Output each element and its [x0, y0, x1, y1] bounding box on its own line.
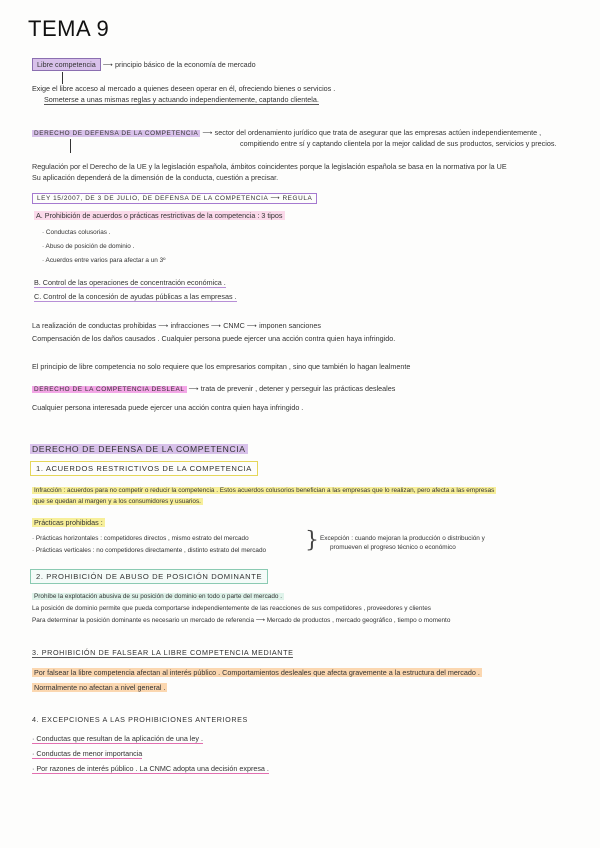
- list-item: · Prácticas verticales : no competidores directamente , distinto estrato del mercado: [32, 547, 267, 554]
- note-line: [32, 592, 284, 602]
- subsection-heading: [32, 648, 293, 658]
- subsection-heading-text: 4. EXCEPCIONES A LAS PROHIBICIONES ANTERIORES: [32, 715, 248, 724]
- note-line: Su aplicación dependerá de la dimensión de la conducta, cuestión a precisar.: [32, 173, 279, 182]
- definition-text: ⟶ sector del ordenamiento jurídico que trata de asegurar que las empresas actúen independientemente ,: [202, 128, 542, 137]
- note-line: [32, 384, 395, 395]
- subsection-heading-text: 2. PROHIBICIÓN DE ABUSO DE POSICIÓN DOMINANTE: [30, 569, 268, 584]
- subsection-heading: [30, 572, 268, 582]
- note-line: La posición de dominio permite que pueda comportarse independientemente de las reacciones de sus competidores , proveedores y clientes: [32, 605, 431, 612]
- page-title: TEMA 9: [28, 16, 110, 41]
- term-competencia-desleal: DERECHO DE LA COMPETENCIA DESLEAL: [34, 386, 185, 393]
- highlighted-text: A. Prohibición de acuerdos o prácticas restrictivas de la competencia : 3 tipos: [36, 211, 283, 220]
- note-line: [32, 486, 496, 496]
- note-line: [32, 518, 105, 528]
- list-item: [32, 734, 203, 744]
- brace-symbol: }: [305, 528, 319, 553]
- note-line: Compensación de los daños causados . Cualquier persona puede ejercer una acción contra quien haya infringido.: [32, 334, 396, 343]
- highlighted-text: Normalmente no afectan a nivel general .: [34, 683, 166, 692]
- subsection-heading: [30, 464, 258, 474]
- note-line: compitiendo entre sí y captando clientela por la mejor calidad de sus productos, servicios y precios.: [240, 139, 557, 148]
- list-item: · Acuerdos entre varios para afectar a un 3º: [42, 257, 166, 264]
- note-line: El principio de libre competencia no solo requiere que los empresarios compitan , sino que también lo hagan lealmente: [32, 362, 411, 371]
- note-line: [44, 95, 319, 105]
- definition-text: ⟶ principio básico de la economía de mercado: [102, 60, 256, 69]
- law-reference: LEY 15/2007, DE 3 DE JULIO, DE DEFENSA DE LA COMPETENCIA ⟶ REGULA: [32, 193, 317, 204]
- list-item: · Prácticas horizontales : competidores directos , mismo estrato del mercado: [32, 535, 249, 542]
- subsection-heading-text: 3. PROHIBICIÓN DE FALSEAR LA LIBRE COMPETENCIA MEDIANTE: [32, 648, 294, 657]
- note-line: [34, 292, 237, 302]
- note-line: Regulación por el Derecho de la UE y la legislación española, ámbitos coincidentes porque la legislación española se basa en la normativa por la UE: [32, 162, 507, 171]
- note-line: promueven el progreso técnico o económico: [330, 544, 456, 551]
- note-line: [32, 668, 482, 678]
- section-heading: [30, 444, 248, 454]
- note-line: La realización de conductas prohibidas ⟶ infracciones ⟶ CNMC ⟶ imponen sanciones: [32, 321, 322, 330]
- term-libre-competencia: Libre competencia: [32, 58, 101, 71]
- underlined-text: C. Control de la concesión de ayudas públicas a las empresas .: [34, 292, 237, 301]
- underlined-text: · Por razones de interés público . La CNMC adopta una decisión expresa .: [32, 764, 269, 773]
- highlighted-text: Infracción : acuerdos para no competir o reducir la competencia . Estos acuerdos colusorios benefician a las empresas que lo realizan, pero afecta a las empresas: [34, 487, 495, 494]
- section-heading-text: DERECHO DE DEFENSA DE LA COMPETENCIA: [32, 444, 246, 454]
- note-line: Exige el libre acceso al mercado a quienes deseen operar en él, ofreciendo bienes o servicios .: [32, 84, 336, 93]
- note-line: [32, 60, 256, 70]
- list-item: · Conductas colusorias .: [42, 229, 111, 236]
- definition-text: ⟶ trata de prevenir , detener y perseguir las prácticas desleales: [188, 384, 396, 393]
- subsection-heading-text: 1. ACUERDOS RESTRICTIVOS DE LA COMPETENCIA: [30, 461, 258, 476]
- term-defensa-competencia: DERECHO DE DEFENSA DE LA COMPETENCIA: [34, 130, 199, 137]
- highlighted-text: que se quedan al margen y a los consumidores y usuarios.: [34, 498, 201, 505]
- note-line: Excepción : cuando mejoran la producción o distribución y: [320, 535, 485, 542]
- note-line: [32, 497, 203, 507]
- subsection-heading: [32, 715, 248, 725]
- arrow-line: [70, 139, 71, 153]
- note-line: Cualquier persona interesada puede ejercer una acción contra quien haya infringido .: [32, 403, 304, 412]
- note-line: [32, 683, 167, 693]
- note-line: [34, 278, 226, 288]
- underlined-text: Someterse a unas mismas reglas y actuando independientemente, captando clientela.: [44, 95, 319, 104]
- highlighted-text: Prohíbe la explotación abusiva de su posición de dominio en todo o parte del mercado .: [34, 593, 282, 600]
- list-item: [32, 764, 269, 774]
- underlined-text: · Conductas que resultan de la aplicación de una ley .: [32, 734, 204, 743]
- highlighted-text: Prácticas prohibidas :: [34, 518, 103, 527]
- list-item: · Abuso de posición de dominio .: [42, 243, 135, 250]
- highlighted-text: Por falsear la libre competencia afectan al interés público . Comportamientos desleales que afecta gravemente a la estructura del mercado .: [34, 668, 480, 677]
- note-line: Para determinar la posición dominante es necesario un mercado de referencia ⟶ Mercado de productos , mercado geográfico , tiempo o momento: [32, 617, 451, 624]
- note-line: [32, 128, 541, 139]
- underlined-text: B. Control de las operaciones de concentración económica .: [34, 278, 226, 287]
- note-line: [32, 194, 317, 204]
- list-item: [32, 749, 142, 759]
- arrow-line: [62, 72, 63, 84]
- underlined-text: · Conductas de menor importancia: [32, 749, 143, 758]
- note-line: [34, 211, 285, 221]
